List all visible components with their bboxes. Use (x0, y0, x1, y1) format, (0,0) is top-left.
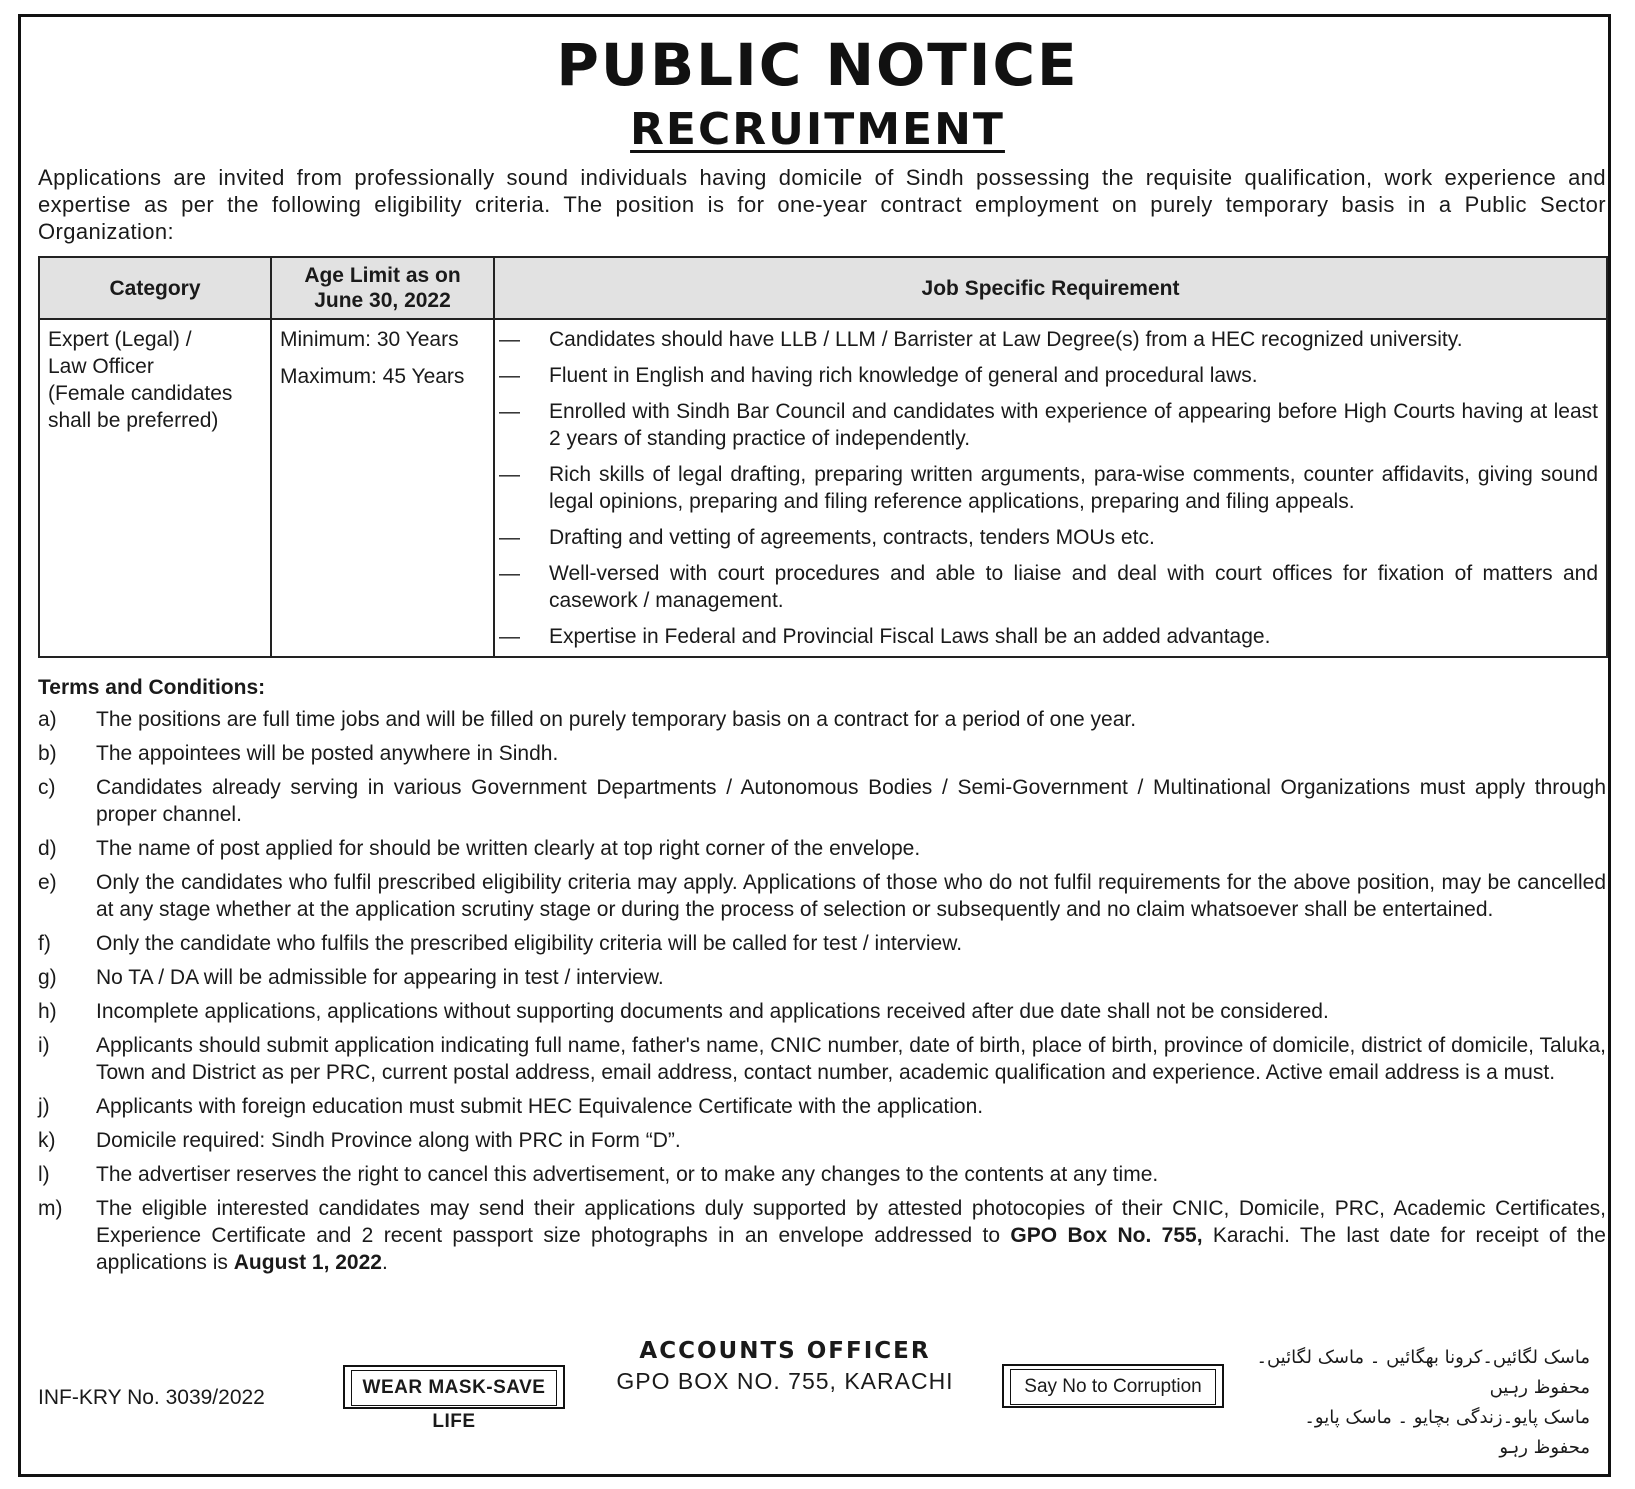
requirement-text: Well-versed with court procedures and able to liaise and deal with court offices for fixation of matters and casework / management. (549, 562, 1598, 612)
requirements-cell (494, 319, 1607, 657)
header-age-line2: June 30, 2022 (314, 289, 451, 312)
dash-marker: — (499, 526, 520, 549)
term-text: The advertiser reserves the right to cancel this advertisement, or to make any changes to the contents at any time. (96, 1163, 1159, 1186)
term-item (38, 869, 1606, 923)
intro-paragraph: Applications are invited from professionally sound individuals having domicile of Sindh possessing the requisite qualification, work experience and expertise as per the following eligibility criteria. The position is for one-year contract employment on purely temporary basis in a Public Sector Organization: (38, 165, 1606, 244)
term-text: No TA / DA will be admissible for appearing in test / interview. (96, 966, 664, 989)
term-item (38, 835, 1606, 862)
term-item (38, 964, 1606, 991)
dash-marker: — (499, 463, 520, 486)
term-item (38, 1032, 1606, 1086)
term-text: Candidates already serving in various Government Departments / Autonomous Bodies / Semi-Government / Multinational Organizations must apply through proper channel. (96, 776, 1606, 826)
term-label: i) (38, 1034, 50, 1057)
term-item (38, 774, 1606, 828)
term-item (38, 740, 1606, 767)
header-age-limit (271, 257, 494, 319)
term-label: l) (38, 1163, 50, 1186)
officer-title: ACCOUNTS OFFICER (639, 1338, 931, 1364)
age-cell (271, 319, 494, 657)
requirement-item (499, 560, 1598, 614)
term-text: Domicile required: Sindh Province along with PRC in Form “D”. (96, 1129, 681, 1152)
requirement-item (499, 362, 1598, 389)
term-text: Applicants should submit application indicating full name, father's name, CNIC number, date of birth, place of birth, province of domicile, district of domicile, Taluka, Town and District as per PRC, current postal address, email address, contact number, academic qualification and experience. Active email address is a must. (96, 1034, 1606, 1084)
dash-marker: — (499, 328, 520, 351)
term-label: e) (38, 871, 57, 894)
term-item (38, 706, 1606, 733)
mask-slogan: WEAR MASK-SAVE LIFE (351, 1370, 557, 1406)
dash-marker: — (499, 364, 520, 387)
term-label: f) (38, 932, 51, 955)
inf-reference: INF-KRY No. 3039/2022 (38, 1386, 265, 1409)
term-text-part: Karachi. The last date for receipt of the applications is (96, 1224, 1606, 1274)
term-text: Incomplete applications, applications without supporting documents and applications received after due date shall not be considered. (96, 1000, 1329, 1023)
term-label: m) (38, 1197, 63, 1220)
corruption-slogan-box (1002, 1364, 1224, 1408)
age-minimum: Minimum: 30 Years (280, 328, 459, 351)
category-line: shall be preferred) (48, 409, 219, 432)
term-label: j) (38, 1095, 50, 1118)
requirement-text: Drafting and vetting of agreements, contracts, tenders MOUs etc. (549, 526, 1155, 549)
notice-subtitle (0, 104, 1635, 156)
table-header-row (39, 257, 1607, 319)
header-requirement: Job Specific Requirement (494, 257, 1607, 319)
term-text-part: The eligible interested candidates may send their applications duly supported by attested photocopies of their CNIC, Domicile, PRC, Academic Certificates, Experience Certificate and 2 recent passport size photographs in an envelope addressed to (96, 1197, 1606, 1247)
term-text: Only the candidates who fulfil prescribed eligibility criteria may apply. Applications of those who do not fulfil requirements for the above position, may be cancelled at any stage whether at the application scrutiny stage or during the process of selection or subsequently and no claim whatsoever shall be entertained. (96, 871, 1606, 921)
last-date-emphasis: August 1, 2022 (233, 1251, 382, 1274)
term-text-part: . (381, 1251, 388, 1274)
header-category: Category (39, 257, 271, 319)
corruption-slogan: Say No to Corruption (1010, 1369, 1216, 1405)
header-age-line1: Age Limit as on (304, 264, 461, 287)
requirement-item (499, 623, 1598, 650)
officer-address: GPO BOX NO. 755, KARACHI (616, 1368, 954, 1394)
category-line: Law Officer (48, 355, 154, 378)
requirement-item (499, 326, 1598, 353)
term-item (38, 930, 1606, 957)
term-label: a) (38, 708, 57, 731)
requirement-text: Candidates should have LLB / LLM / Barrister at Law Degree(s) from a HEC recognized university. (549, 328, 1463, 351)
requirement-item (499, 398, 1598, 452)
requirement-item (499, 524, 1598, 551)
terms-heading: Terms and Conditions: (38, 676, 266, 699)
term-label: b) (38, 742, 57, 765)
notice-title: PUBLIC NOTICE (556, 31, 1079, 99)
mask-slogan-box (343, 1365, 565, 1432)
term-text: Only the candidate who fulfils the prescribed eligibility criteria will be called for test / interview. (96, 932, 963, 955)
requirement-text: Expertise in Federal and Provincial Fiscal Laws shall be an added advantage. (549, 625, 1271, 648)
term-label: k) (38, 1129, 56, 1152)
term-text: The appointees will be posted anywhere in Sindh. (96, 742, 559, 765)
requirements-table (38, 256, 1608, 658)
category-cell (39, 319, 271, 657)
category-line: (Female candidates (48, 382, 233, 405)
term-text: The positions are full time jobs and will be filled on purely temporary basis on a contract for a period of one year. (96, 708, 1137, 731)
age-maximum: Maximum: 45 Years (280, 365, 465, 388)
terms-list (38, 706, 1606, 1283)
term-text: The name of post applied for should be written clearly at top right corner of the envelope. (96, 837, 921, 860)
term-text (96, 1195, 1606, 1276)
term-label: g) (38, 966, 57, 989)
subtitle-text: RECRUITMENT (630, 104, 1005, 155)
requirement-item (499, 461, 1598, 515)
accounts-officer-block (595, 1336, 975, 1396)
urdu-slogan-line: ماسک پایو۔زندگی بچایو ۔ ماسک پایو۔محفوظ رہو (1304, 1407, 1590, 1458)
category-line: Expert (Legal) / (48, 328, 192, 351)
urdu-slogan (1250, 1343, 1590, 1463)
term-label: d) (38, 837, 57, 860)
dash-marker: — (499, 562, 520, 585)
urdu-slogan-line: ماسک لگائیں۔کرونا بھگائیں ۔ ماسک لگائیں۔محفوظ رہیں (1256, 1347, 1590, 1398)
term-item (38, 1195, 1606, 1276)
gpo-box-emphasis: GPO Box No. 755, (1010, 1224, 1203, 1247)
requirement-text: Enrolled with Sindh Bar Council and candidates with experience of appearing before High Courts having at least 2 years of standing practice of independently. (549, 400, 1598, 450)
requirement-text: Rich skills of legal drafting, preparing written arguments, para-wise comments, counter affidavits, giving sound legal opinions, preparing and filing reference applications, preparing and filing appeals. (549, 463, 1598, 513)
table-row (39, 319, 1607, 657)
term-item (38, 998, 1606, 1025)
requirement-text: Fluent in English and having rich knowledge of general and procedural laws. (549, 364, 1258, 387)
term-text: Applicants with foreign education must submit HEC Equivalence Certificate with the application. (96, 1095, 984, 1118)
dash-marker: — (499, 400, 520, 423)
term-item (38, 1161, 1606, 1188)
term-item (38, 1093, 1606, 1120)
term-label: c) (38, 776, 56, 799)
term-item (38, 1127, 1606, 1154)
term-label: h) (38, 1000, 57, 1023)
dash-marker: — (499, 625, 520, 648)
